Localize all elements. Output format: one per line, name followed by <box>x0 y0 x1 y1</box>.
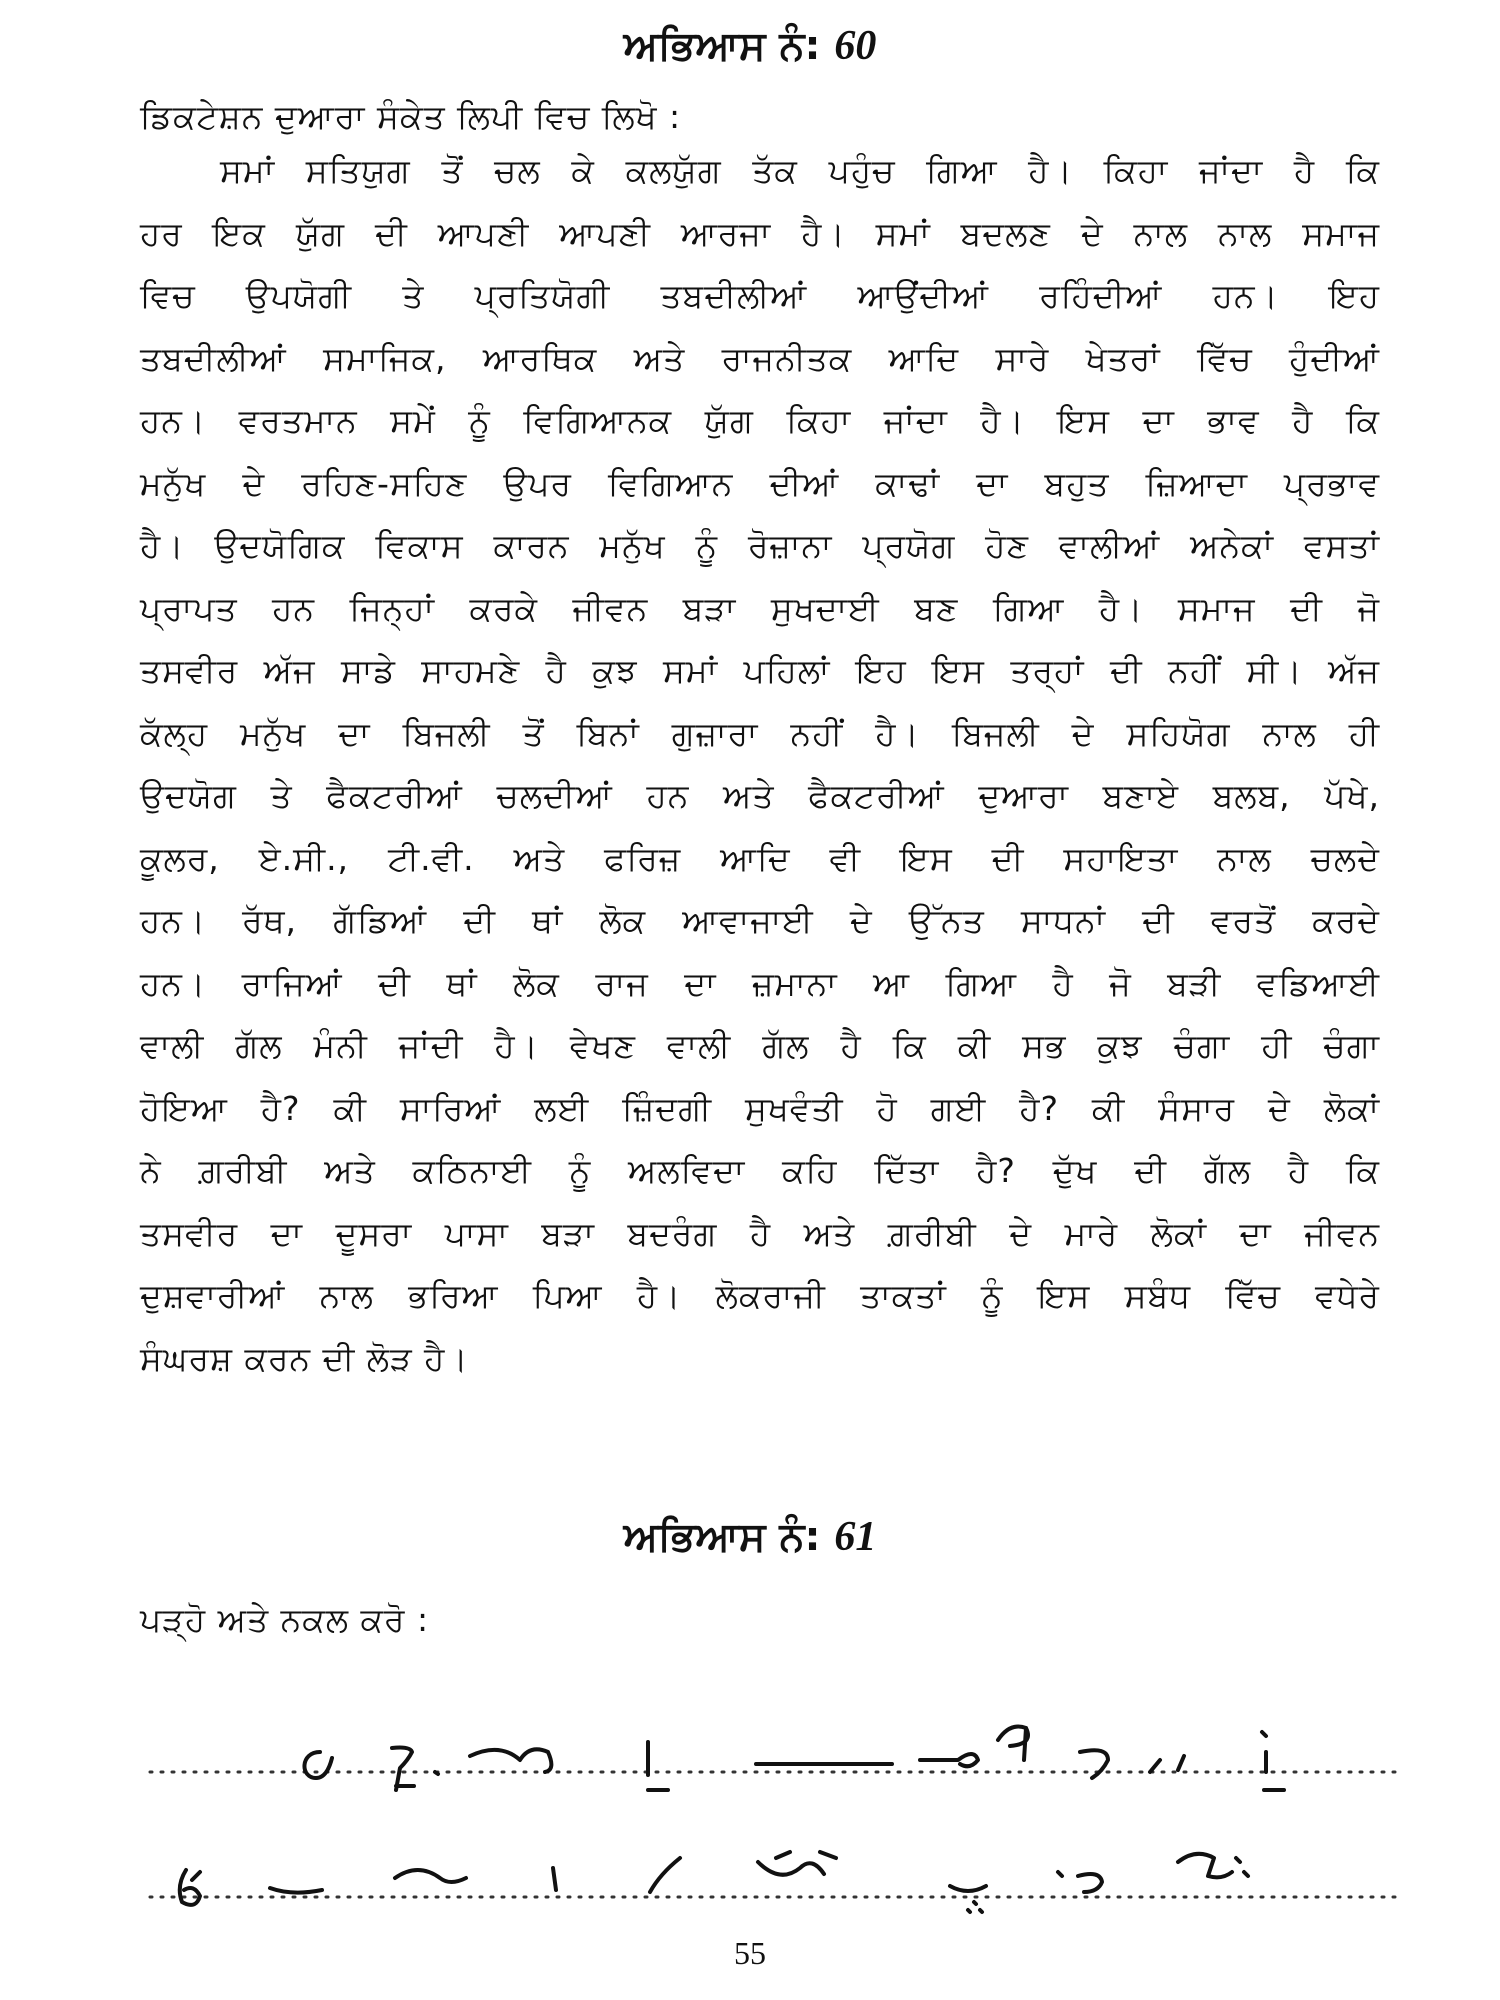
passage-line: ਹੋਇਆ ਹੈ? ਕੀ ਸਾਰਿਆਂ ਲਈ ਜ਼ਿੰਦਗੀ ਸੁਖਵੰਤੀ ਹੋ ਗਈ ਹੈ? ਕੀ ਸੰਸਾਰ ਦੇ ਲੋਕਾਂ <box>140 1088 1380 1128</box>
exercise-60-number: 60 <box>834 23 877 69</box>
passage-line: ਨੇ ਗ਼ਰੀਬੀ ਅਤੇ ਕਠਿਨਾਈ ਨੂੰ ਅਲਵਿਦਾ ਕਹਿ ਦਿੱਤਾ ਹੈ? ਦੁੱਖ ਦੀ ਗੱਲ ਹੈ ਕਿ <box>140 1151 1380 1190</box>
passage-line: ਹੈ। ਉਦਯੋਗਿਕ ਵਿਕਾਸ ਕਾਰਨ ਮਨੁੱਖ ਨੂੰ ਰੋਜ਼ਾਨਾ ਪ੍ਰਯੋਗ ਹੋਣ ਵਾਲੀਆਂ ਅਨੇਕਾਂ ਵਸਤਾਂ <box>140 526 1380 565</box>
passage-line: ਵਿਚ ਉਪਯੋਗੀ ਤੇ ਪ੍ਰਤਿਯੋਗੀ ਤਬਦੀਲੀਆਂ ਆਉਂਦੀਆਂ ਰਹਿੰਦੀਆਂ ਹਨ। ਇਹ <box>140 276 1380 315</box>
passage-line: ਹਨ। ਰੱਥ, ਗੱਡਿਆਂ ਦੀ ਥਾਂ ਲੋਕ ਆਵਾਜਾਈ ਦੇ ਉੱਨਤ ਸਾਧਨਾਂ ਦੀ ਵਰਤੋਂ ਕਰਦੇ <box>140 901 1380 940</box>
passage-line: ਪ੍ਰਾਪਤ ਹਨ ਜਿਨ੍ਹਾਂ ਕਰਕੇ ਜੀਵਨ ਬੜਾ ਸੁਖਦਾਈ ਬਣ ਗਿਆ ਹੈ। ਸਮਾਜ ਦੀ ਜੋ <box>140 588 1380 628</box>
passage-line: ਦੁਸ਼ਵਾਰੀਆਂ ਨਾਲ ਭਰਿਆ ਪਿਆ ਹੈ। ਲੋਕਰਾਜੀ ਤਾਕਤਾਂ ਨੂੰ ਇਸ ਸਬੰਧ ਵਿੱਚ ਵਧੇਰੇ <box>140 1276 1380 1315</box>
shorthand-strokes-row-1 <box>304 1727 1284 1791</box>
passage-line: ਸਮਾਂ ਸਤਿਯੁਗ ਤੋਂ ਚਲ ਕੇ ਕਲਯੁੱਗ ਤੱਕ ਪਹੁੰਚ ਗਿਆ ਹੈ। ਕਿਹਾ ਜਾਂਦਾ ਹੈ ਕਿ <box>220 151 1380 190</box>
passage-line: ਮਨੁੱਖ ਦੇ ਰਹਿਣ-ਸਹਿਣ ਉਪਰ ਵਿਗਿਆਨ ਦੀਆਂ ਕਾਢਾਂ ਦਾ ਬਹੁਤ ਜ਼ਿਆਦਾ ਪ੍ਰਭਾਵ <box>140 463 1380 503</box>
exercise-61-title-word: ਅਭਿਆਸ ਨੰ: <box>623 1514 821 1560</box>
passage-line: ਹਰ ਇਕ ਯੁੱਗ ਦੀ ਆਪਣੀ ਆਪਣੀ ਆਰਜਾ ਹੈ। ਸਮਾਂ ਬਦਲਣ ਦੇ ਨਾਲ ਨਾਲ ਸਮਾਜ <box>140 213 1380 253</box>
passage-line: ਤਸਵੀਰ ਦਾ ਦੂਸਰਾ ਪਾਸਾ ਬੜਾ ਬਦਰੰਗ ਹੈ ਅਤੇ ਗ਼ਰੀਬੀ ਦੇ ਮਾਰੇ ਲੋਕਾਂ ਦਾ ਜੀਵਨ <box>140 1213 1380 1253</box>
page-number: 55 <box>734 1935 766 1971</box>
passage-line: ਵਾਲੀ ਗੱਲ ਮੰਨੀ ਜਾਂਦੀ ਹੈ। ਵੇਖਣ ਵਾਲੀ ਗੱਲ ਹੈ ਕਿ ਕੀ ਸਭ ਕੁਝ ਚੰਗਾ ਹੀ ਚੰਗਾ <box>140 1026 1380 1065</box>
passage-line: ਕੱਲ੍ਹ ਮਨੁੱਖ ਦਾ ਬਿਜਲੀ ਤੋਂ ਬਿਨਾਂ ਗੁਜ਼ਾਰਾ ਨਹੀਂ ਹੈ। ਬਿਜਲੀ ਦੇ ਸਹਿਯੋਗ ਨਾਲ ਹੀ <box>140 713 1380 753</box>
exercise-60-title-word: ਅਭਿਆਸ ਨੰ: <box>623 23 821 69</box>
passage-line: ਹਨ। ਵਰਤਮਾਨ ਸਮੇਂ ਨੂੰ ਵਿਗਿਆਨਕ ਯੁੱਗ ਕਿਹਾ ਜਾਂਦਾ ਹੈ। ਇਸ ਦਾ ਭਾਵ ਹੈ ਕਿ <box>140 401 1380 440</box>
exercise-61-instruction: ਪੜ੍ਹੋ ਅਤੇ ਨਕਲ ਕਰੋ : <box>140 1600 430 1639</box>
passage-line: ਕੂਲਰ, ਏ.ਸੀ., ਟੀ.ਵੀ. ਅਤੇ ਫਰਿਜ਼ ਆਦਿ ਵੀ ਇਸ ਦੀ ਸਹਾਇਤਾ ਨਾਲ ਚਲਦੇ <box>140 838 1380 878</box>
passage-line: ਉਦਯੋਗ ਤੇ ਫੈਕਟਰੀਆਂ ਚਲਦੀਆਂ ਹਨ ਅਤੇ ਫੈਕਟਰੀਆਂ ਦੁਆਰਾ ਬਣਾਏ ਬਲਬ, ਪੱਖੇ, <box>140 776 1380 815</box>
exercise-61-number: 61 <box>834 1514 877 1560</box>
passage-line: ਤਸਵੀਰ ਅੱਜ ਸਾਡੇ ਸਾਹਮਣੇ ਹੈ ਕੁਝ ਸਮਾਂ ਪਹਿਲਾਂ ਇਹ ਇਸ ਤਰ੍ਹਾਂ ਦੀ ਨਹੀਂ ਸੀ। ਅੱਜ <box>140 651 1380 690</box>
exercise-60-instruction: ਡਿਕਟੇਸ਼ਨ ਦੁਆਰਾ ਸੰਕੇਤ ਲਿਪੀ ਵਿਚ ਲਿਖੋ : <box>140 97 682 136</box>
passage-line: ਤਬਦੀਲੀਆਂ ਸਮਾਜਿਕ, ਆਰਥਿਕ ਅਤੇ ਰਾਜਨੀਤਕ ਆਦਿ ਸਾਰੇ ਖੇਤਰਾਂ ਵਿੱਚ ਹੁੰਦੀਆਂ <box>140 338 1380 378</box>
shorthand-strokes-row-2 <box>180 1852 1248 1912</box>
passage-line: ਹਨ। ਰਾਜਿਆਂ ਦੀ ਥਾਂ ਲੋਕ ਰਾਜ ਦਾ ਜ਼ਮਾਨਾ ਆ ਗਿਆ ਹੈ ਜੋ ਬੜੀ ਵਡਿਆਈ <box>140 963 1380 1003</box>
passage-line: ਸੰਘਰਸ਼ ਕਰਨ ਦੀ ਲੋੜ ਹੈ। <box>140 1338 469 1378</box>
